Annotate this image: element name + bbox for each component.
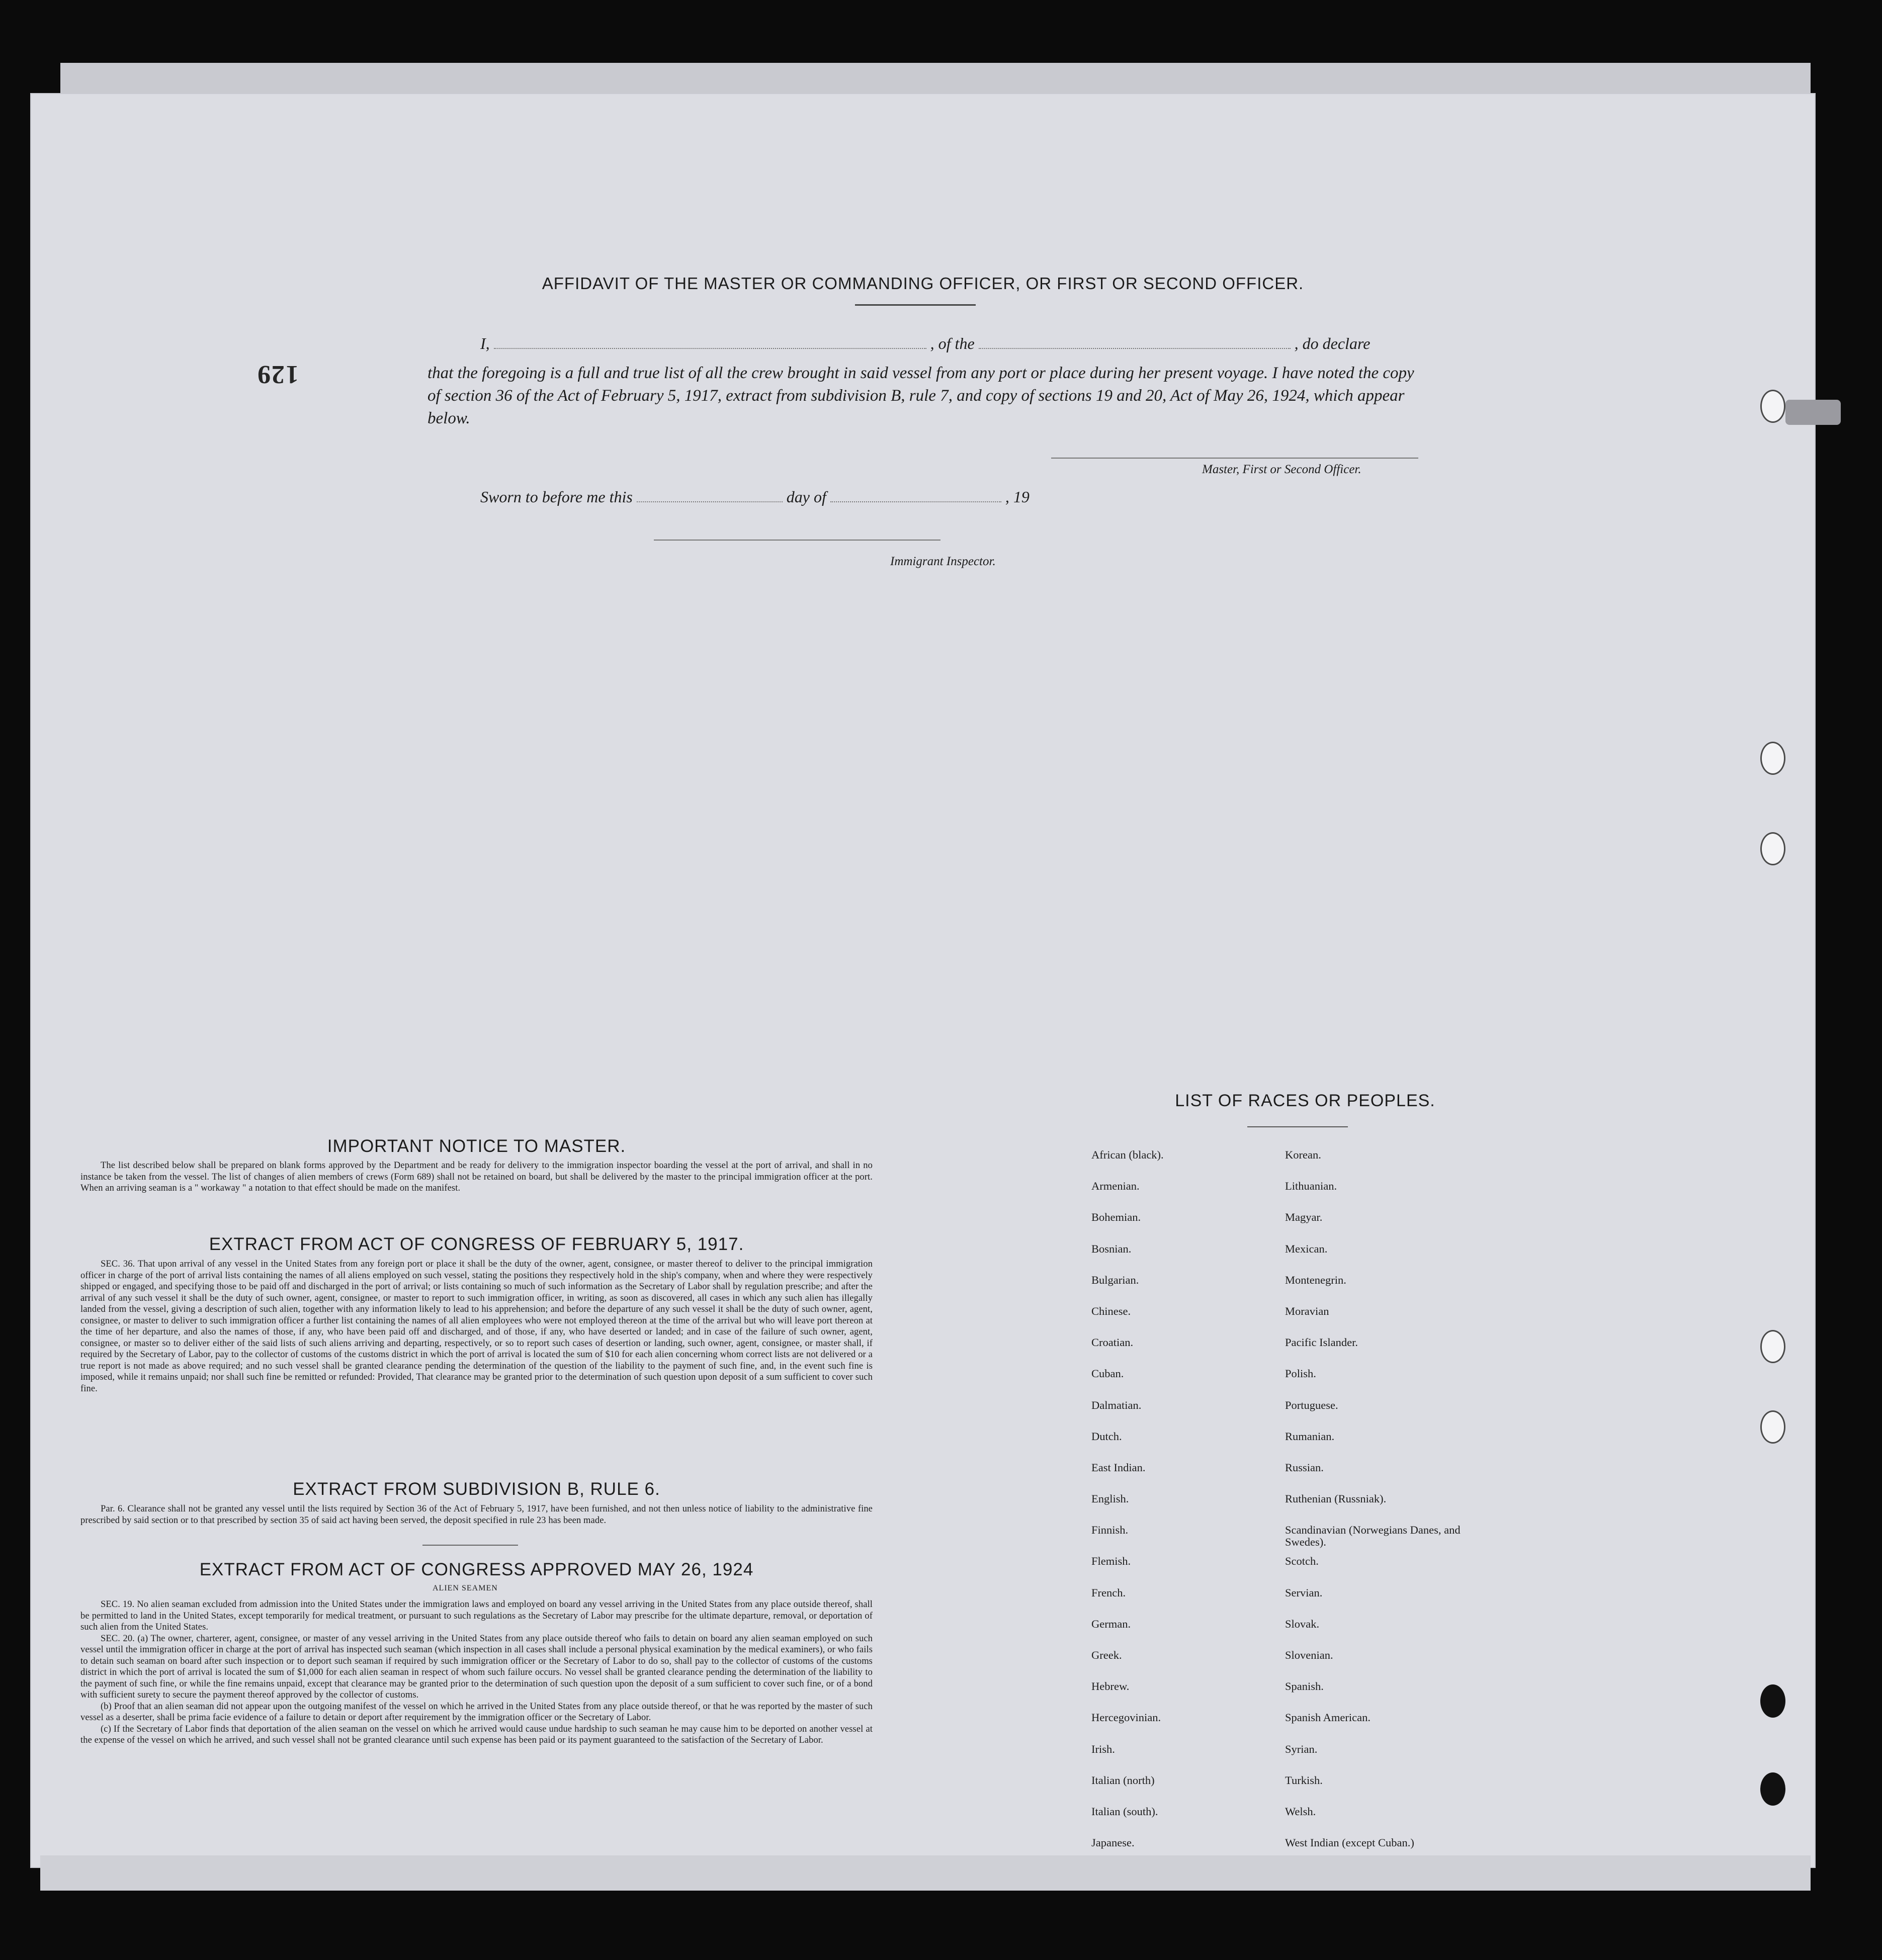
page-edge-bottom (40, 1855, 1811, 1891)
race-item: Korean. (1285, 1148, 1321, 1161)
race-item: Finnish. (1091, 1524, 1129, 1537)
section-19-paragraph: SEC. 19. No alien seaman excluded from admission into the United States under the immigration laws and employed on board any vessel arriving in the United States from any place outside thereof, shall be permitted to land in the United States, except temporarily for medical treatment, or pursuant to such regulations as the Secretary of Labor may prescribe for the ultimate departure, removal, or deportation of such alien from the United States. (80, 1599, 873, 1632)
race-item: Welsh. (1285, 1805, 1316, 1818)
race-item: Japanese. (1091, 1836, 1135, 1849)
rule6-paragraph: Par. 6. Clearance shall not be granted any vessel until the lists required by Section 36 of the Act of February 5, 1917, have been furnished, and not then unless notice of liability to the administrative fine prescribed by said section or to that prescribed by section 35 of said act having been served, the deposit specified in rule 23 has been made. (80, 1504, 873, 1526)
name-blank[interactable] (494, 346, 926, 349)
sworn-day-blank[interactable] (637, 499, 783, 502)
race-item: Montenegrin. (1285, 1273, 1346, 1286)
race-item: Bohemian. (1091, 1211, 1141, 1224)
race-item: Syrian. (1285, 1742, 1318, 1755)
affidavit-i: I, (480, 334, 490, 352)
race-item: Croatian. (1091, 1336, 1134, 1349)
section-36-paragraph: SEC. 36. That upon arrival of any vessel in the United States from any foreign port or place it shall be the duty of the owner, agent, consignee, or master thereof to deliver to the principal immigration officer in charge of the port of arrival lists containing the names of all aliens employed on such vessel, stating the positions they respectively hold in the ship's company, when and where they were respectively shipped or engaged, and specifying those to be paid off and discharged in the port of arrival; or lists containing so much of such information as the Secretary of Labor shall by regulation prescribe; and after the arrival of any such vessel it shall be the duty of such owner, agent, consignee, or master to report to such immigration officer, in writing, as soon as discovered, all cases in which any such alien has illegally landed from the vessel, giving a description of such alien, together with any information likely to lead to his apprehension; and before the departure of any such vessel it shall be the duty of such owner, agent, consignee, or master to deliver to such immigration officer a further list containing the names of all alien employees who were not employed thereon at the time of the arrival but who will leave port thereon at the time of her departure, and also the names of those, if any, who have been paid off and discharged, and of those, if any, who have deserted or landed; and in case of the failure of such owner, agent, consignee, or master so to deliver either of the said lists of such aliens arriving and departing, respectively, or so to report such cases of desertion or landing, such owner, agent, consignee, or master shall, if required by the Secretary of Labor, pay to the collector of customs of the customs district in which the port of arrival is located the sum of $10 for each alien concerning whom correct lists are not delivered or a true report is not made as above required; and no such vessel shall be granted clearance pending the determination of the question of the liability to the payment of such fine, and, in the event such fine is imposed, while it remains unpaid; nor shall such fine be remitted or refunded: Provided, That clearance may be granted prior to the determination of such question upon deposit of a sum sufficient to cover such fine. (80, 1259, 873, 1394)
races-right-column (1285, 1149, 1496, 1868)
vessel-blank[interactable] (979, 346, 1291, 349)
race-item: Hebrew. (1091, 1680, 1130, 1693)
rule6-divider (422, 1545, 518, 1546)
punch-hole (1760, 1330, 1785, 1363)
races-left-column (1091, 1149, 1262, 1868)
races-title: LIST OF RACES OR PEOPLES. (1175, 1091, 1435, 1110)
race-item: West Indian (except Cuban.) (1285, 1836, 1414, 1849)
race-item: Slovak. (1285, 1617, 1320, 1630)
inspector-signature-label: Immigrant Inspector. (890, 555, 996, 568)
alien-seamen-subtitle: ALIEN SEAMEN (433, 1584, 498, 1592)
race-item: French. (1091, 1586, 1126, 1599)
race-item: Spanish American. (1285, 1711, 1371, 1724)
race-item: Polish. (1285, 1367, 1316, 1380)
page-number: 129 (256, 360, 299, 389)
race-item: Pacific Islander. (1285, 1336, 1358, 1349)
punch-hole (1760, 1684, 1785, 1718)
race-item: Dutch. (1091, 1430, 1122, 1443)
section-20c-paragraph: (c) If the Secretary of Labor finds that deportation of the alien seaman on the vessel on which he arrived would cause undue hardship to such seaman he may cause him to be deported on another vessel at the expense of the vessel on which he arrived, and such vessel shall not be granted clearance until such expense has been paid or its payment guaranteed to the satisfaction of the Secretary of Labor. (80, 1724, 873, 1745)
punch-hole (1760, 1772, 1785, 1806)
extract-rule6-text (80, 1503, 873, 1526)
punch-hole (1760, 390, 1785, 423)
affidavit-paragraph: that the foregoing is a full and true list of all the crew brought in said vessel from any port or place during her present voyage. I have noted the copy of section 36 of the Act of February 5, 1917, extract from subdivision B, rule 7, and copy of sections 19 and 20, Act of May 26, 1924, which appear below. (427, 364, 1414, 427)
extract-1917-title: EXTRACT FROM ACT OF CONGRESS OF FEBRUARY 5, 1917. (209, 1234, 744, 1254)
race-item: Italian (north) (1091, 1773, 1155, 1787)
race-item: Mexican. (1285, 1242, 1328, 1255)
race-item: Lithuanian. (1285, 1180, 1337, 1193)
race-item: Slovenian. (1285, 1649, 1333, 1661)
race-item: Turkish. (1285, 1773, 1323, 1787)
races-title-rule (1247, 1126, 1348, 1127)
section-20a-paragraph: SEC. 20. (a) The owner, charterer, agent, consignee, or master of any vessel arriving in the United States from any place outside thereof who fails to detain on board any alien seaman employed on such vessel until the immigration officer in charge at the port of arrival has inspected such seaman (which inspection in all cases shall include a personal physical examination by the medical examiners), or who fails to detain such seaman on board after such inspection or to deport such seaman if required by such immigration officer or the Secretary of Labor to do so, shall pay to the collector of customs of the customs district in which the port of arrival is located the sum of $1,000 for each alien seaman in respect of whom such failure occurs. No vessel shall be granted clearance pending the determination of the liability to the payment of such fine, or while the fine remains unpaid, except that clearance may be granted prior to the determination of such question upon the deposit of a sum sufficient to cover such fine, or of a bond with sufficient surety to secure the payment thereof approved by the collector of customs. (80, 1633, 873, 1700)
race-item: Servian. (1285, 1586, 1323, 1599)
punch-hole (1760, 832, 1785, 865)
inspector-signature-line[interactable] (654, 540, 940, 541)
affidavit-do-declare: , do declare (1294, 334, 1371, 352)
section-20b-paragraph: (b) Proof that an alien seaman did not appear upon the outgoing manifest of the vessel on which he arrived in the United States from any place outside thereof, or that he was reported by the master of such vessel as a deserter, shall be prima facie evidence of a failure to detain or deport after requirement by the immigration officer or the Secretary of Labor. (80, 1701, 873, 1723)
sworn-line (480, 488, 1030, 506)
race-item: Italian (south). (1091, 1805, 1158, 1818)
race-item: Dalmatian. (1091, 1398, 1142, 1411)
punch-hole (1760, 1410, 1785, 1444)
race-item: Scandinavian (Norwegians Danes, and Swedes). (1285, 1524, 1461, 1549)
race-item: Chinese. (1091, 1304, 1131, 1317)
master-signature-label: Master, First or Second Officer. (1202, 463, 1361, 476)
race-item: African (black). (1091, 1148, 1164, 1161)
race-item: German. (1091, 1617, 1131, 1630)
title-rule (855, 304, 976, 306)
race-item: Russian. (1285, 1461, 1324, 1474)
race-item: Flemish. (1091, 1555, 1131, 1568)
extract-1924-title: EXTRACT FROM ACT OF CONGRESS APPROVED MAY 26, 1924 (199, 1560, 754, 1579)
race-item: Armenian. (1091, 1180, 1140, 1193)
extract-1924-text (80, 1599, 873, 1746)
race-item: Scotch. (1285, 1555, 1319, 1568)
extract-rule6-title: EXTRACT FROM SUBDIVISION B, RULE 6. (293, 1479, 660, 1499)
sworn-month-blank[interactable] (830, 499, 1001, 502)
affidavit-title: AFFIDAVIT OF THE MASTER OR COMMANDING OFFICER, OR FIRST OR SECOND OFFICER. (542, 274, 1304, 293)
race-item: English. (1091, 1492, 1129, 1505)
race-item: Magyar. (1285, 1211, 1323, 1224)
race-item: Bulgarian. (1091, 1273, 1139, 1286)
binder-clip (1785, 400, 1841, 425)
race-item: Greek. (1091, 1649, 1122, 1661)
race-item: Hercegovinian. (1091, 1711, 1161, 1724)
race-item: Ruthenian (Russniak). (1285, 1492, 1387, 1505)
race-item: Cuban. (1091, 1367, 1124, 1380)
race-item: Spanish. (1285, 1680, 1324, 1693)
sworn-year: , 19 (1005, 488, 1030, 506)
race-item: Portuguese. (1285, 1398, 1338, 1411)
race-item: Moravian (1285, 1304, 1329, 1317)
race-item: East Indian. (1091, 1461, 1146, 1474)
affidavit-of-the: , of the (930, 334, 975, 352)
race-item: Rumanian. (1285, 1430, 1335, 1443)
manifest-page (30, 93, 1816, 1868)
sworn-prefix: Sworn to before me this (480, 488, 633, 506)
race-item: Irish. (1091, 1742, 1115, 1755)
notice-text (80, 1160, 873, 1194)
sworn-day-of: day of (786, 488, 826, 506)
notice-paragraph: The list described below shall be prepared on blank forms approved by the Department and be ready for delivery to the immigration inspector boarding the vessel at the port of arrival, and shall in no instance be taken from the vessel. The list of changes of alien members of crews (Form 689) shall not be retained on board, but shall be delivered by the master to the principal immigration officer at the port. When an arriving seaman is a " workaway " a notation to that effect should be made on the manifest. (80, 1161, 873, 1193)
master-signature-line[interactable] (1051, 458, 1418, 459)
punch-hole (1760, 742, 1785, 775)
notice-title: IMPORTANT NOTICE TO MASTER. (327, 1136, 626, 1156)
race-item: Bosnian. (1091, 1242, 1132, 1255)
extract-1917-text (80, 1259, 873, 1394)
affidavit-declaration-line (480, 334, 1426, 353)
